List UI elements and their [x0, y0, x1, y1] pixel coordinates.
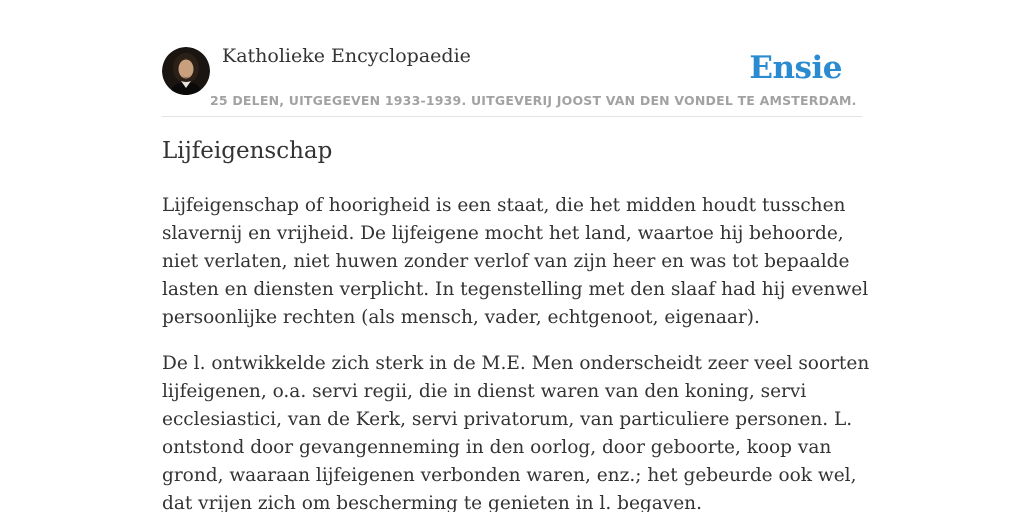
portrait-icon	[162, 47, 210, 95]
article-body	[162, 192, 874, 512]
article-paragraph: Lijfeigenschap of hoorigheid is een staat, die het midden houdt tusschen slavernij en vrijheid. De lijfeigene mocht het land, waartoe hij behoorde, niet verlaten, niet huwen zonder verlof van zijn heer en was tot bepaalde lasten en diensten verplicht. In tegenstelling met den slaaf had hij evenwel persoonlijke rechten (als mensch, vader, echtgenoot, eigenaar).	[162, 195, 869, 328]
source-title[interactable]: Katholieke Encyclopaedie	[222, 45, 471, 67]
source-avatar[interactable]	[162, 47, 210, 95]
source-header	[162, 45, 862, 117]
source-subtitle: 25 DELEN, UITGEGEVEN 1933-1939. UITGEVERIJ JOOST VAN DEN VONDEL TE AMSTERDAM.	[210, 93, 857, 108]
article-title: Lijfeigenschap	[162, 138, 333, 164]
ensie-logo-link[interactable]: Ensie	[749, 50, 842, 86]
article-paragraph: De l. ontwikkelde zich sterk in de M.E. Men onderscheidt zeer veel soorten lijfeigenen, o.a. servi regii, die in dienst waren van den koning, servi ecclesiastici, van de Kerk, servi privatorum, van particuliere personen. L. ontstond door gevangenneming in den oorlog, door geboorte, koop van grond, waaraan lijfeigenen verbonden waren, enz.; het gebeurde ook wel, dat vrijen zich om bescherming te genieten in l. begaven.	[162, 353, 870, 512]
